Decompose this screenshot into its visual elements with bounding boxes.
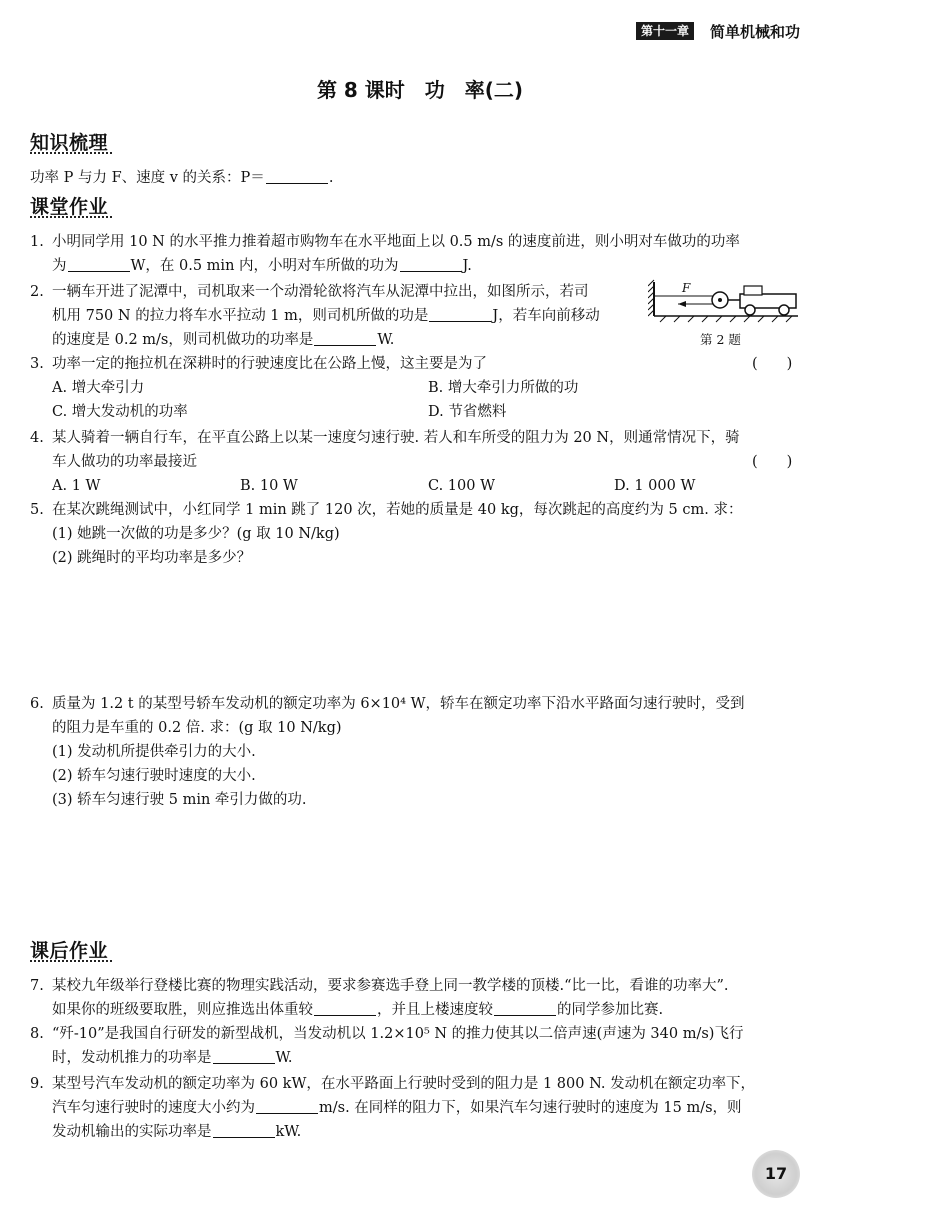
q8-line1: “歼-10”是我国自行研发的新型战机，当发动机以 1.2×10⁵ N 的推力使其以二倍声速(声速为 340 m/s)飞行 [52,1026,744,1042]
option-c[interactable]: C. 100 W [428,478,495,494]
q3-stem: 功率一定的拖拉机在深耕时的行驶速度比在公路上慢，这主要是为了 [52,356,487,372]
q1-line1: 小明同学用 10 N 的水平推力推着超市购物车在水平地面上以 0.5 m/s 的速度前进，则小明对车做功的功率 [52,234,740,250]
question-number: 9. [30,1076,44,1092]
q1-text: J. [462,258,472,274]
answer-blank[interactable] [213,1049,275,1064]
section-homework-label: 课后作业 [30,940,109,962]
question-number: 5. [30,502,44,518]
answer-bracket[interactable]: ( ) [752,356,793,372]
q2-text: W. [377,332,395,348]
q7-line1: 某校九年级举行登楼比赛的物理实践活动，要求参赛选手登上同一教学楼的顶楼.“比一比，看谁的功率大”. [52,978,729,994]
answer-blank[interactable] [400,257,462,272]
option-a[interactable]: A. 1 W [52,478,101,494]
q9-line2 [52,1098,742,1118]
answer-blank[interactable] [429,307,491,322]
question-number: 1. [30,234,44,250]
section-knowledge-label: 知识梳理 [30,132,109,154]
section-knowledge [30,128,108,155]
lesson-title: 第 8 课时 功 率(二) [316,78,524,102]
pulley-car-figure [648,276,800,326]
answer-blank[interactable] [266,169,328,184]
q7-line2 [52,1000,663,1020]
section-underline [30,960,112,962]
knowledge-line [30,168,333,188]
question-number: 4. [30,430,44,446]
option-b[interactable]: B. 10 W [240,478,298,494]
option-c[interactable]: C. 增大发动机的功率 [52,404,188,420]
q2-line2 [52,306,600,326]
q2-line3 [52,330,394,350]
q9-text: m/s. 在同样的阻力下，如果汽车匀速行驶时的速度为 15 m/s，则 [319,1100,742,1116]
question-number: 8. [30,1026,44,1042]
question-number: 7. [30,978,44,994]
knowledge-text: 功率 P 与力 F、速度 v 的关系：P＝ [30,170,265,186]
q8-line2 [52,1048,292,1068]
answer-blank[interactable] [68,257,130,272]
q9-line3 [52,1122,301,1142]
answer-blank[interactable] [494,1001,556,1016]
figure-caption: 第 2 题 [700,332,741,347]
q1-text: W，在 0.5 min 内，小明对车所做的功为 [130,258,399,274]
q6-sub3: (3) 轿车匀速行驶 5 min 牵引力做的功. [52,792,307,808]
q6-line2: 的阻力是车重的 0.2 倍. 求：(g 取 10 N/kg) [52,720,342,736]
q2-text: J，若车向前移动 [492,308,600,324]
option-d[interactable]: D. 节省燃料 [428,404,507,420]
q2-line1: 一辆车开进了泥潭中，司机取来一个动滑轮欲将汽车从泥潭中拉出，如图所示，若司 [52,284,589,300]
q6-line1: 质量为 1.2 t 的某型号轿车发动机的额定功率为 6×10⁴ W，轿车在额定功率下沿水平路面匀速行驶时，受到 [52,696,745,712]
option-a[interactable]: A. 增大牵引力 [52,380,145,396]
q7-text: 如果你的班级要取胜，则应推选出体重较 [52,1002,313,1018]
option-d[interactable]: D. 1 000 W [614,478,696,494]
chapter-tag: 第十一章 [636,22,694,40]
q9-text: kW. [275,1124,302,1140]
answer-blank[interactable] [314,331,376,346]
section-underline [30,152,112,154]
q7-text: ，并且上楼速度较 [377,1002,493,1018]
answer-bracket[interactable]: ( ) [752,454,793,470]
q4-line1: 某人骑着一辆自行车，在平直公路上以某一速度匀速行驶. 若人和车所受的阻力为 20 N，则通常情况下，骑 [52,430,740,446]
q1-text: 为 [52,258,67,274]
q2-text: 的速度是 0.2 m/s，则司机做功的功率是 [52,332,314,348]
knowledge-text-end: . [328,170,334,186]
q8-text: W. [275,1050,293,1066]
force-label: F [682,281,691,295]
q6-sub1: (1) 发动机所提供牵引力的大小. [52,744,256,760]
answer-blank[interactable] [213,1123,275,1138]
q5-stem: 在某次跳绳测试中，小红同学 1 min 跳了 120 次，若她的质量是 40 kg，每次跳起的高度约为 5 cm. 求： [52,502,743,518]
q1-line2 [52,256,472,276]
page-number: 17 [752,1150,800,1198]
q5-sub2: (2) 跳绳时的平均功率是多少？ [52,550,252,566]
section-classwork-label: 课堂作业 [30,196,109,218]
q9-line1: 某型号汽车发动机的额定功率为 60 kW，在水平路面上行驶时受到的阻力是 1 800 N. 发动机在额定功率下， [52,1076,756,1092]
question-number: 2. [30,284,44,300]
section-underline [30,216,112,218]
q6-sub2: (2) 轿车匀速行驶时速度的大小. [52,768,256,784]
q4-line2: 车人做功的功率最接近 [52,454,197,470]
option-b[interactable]: B. 增大牵引力所做的功 [428,380,579,396]
q5-sub1: (1) 她跳一次做的功是多少？(g 取 10 N/kg) [52,526,340,542]
q9-text: 发动机输出的实际功率是 [52,1124,212,1140]
q8-text: 时，发动机推力的功率是 [52,1050,212,1066]
section-homework [30,936,108,963]
q2-text: 机用 750 N 的拉力将车水平拉动 1 m，则司机所做的功是 [52,308,429,324]
q7-text: 的同学参加比赛. [557,1002,664,1018]
question-number: 6. [30,696,44,712]
chapter-title: 简单机械和功 [710,23,801,41]
section-classwork [30,192,108,219]
q9-text: 汽车匀速行驶时的速度大小约为 [52,1100,255,1116]
answer-blank[interactable] [314,1001,376,1016]
question-number: 3. [30,356,44,372]
answer-blank[interactable] [256,1099,318,1114]
